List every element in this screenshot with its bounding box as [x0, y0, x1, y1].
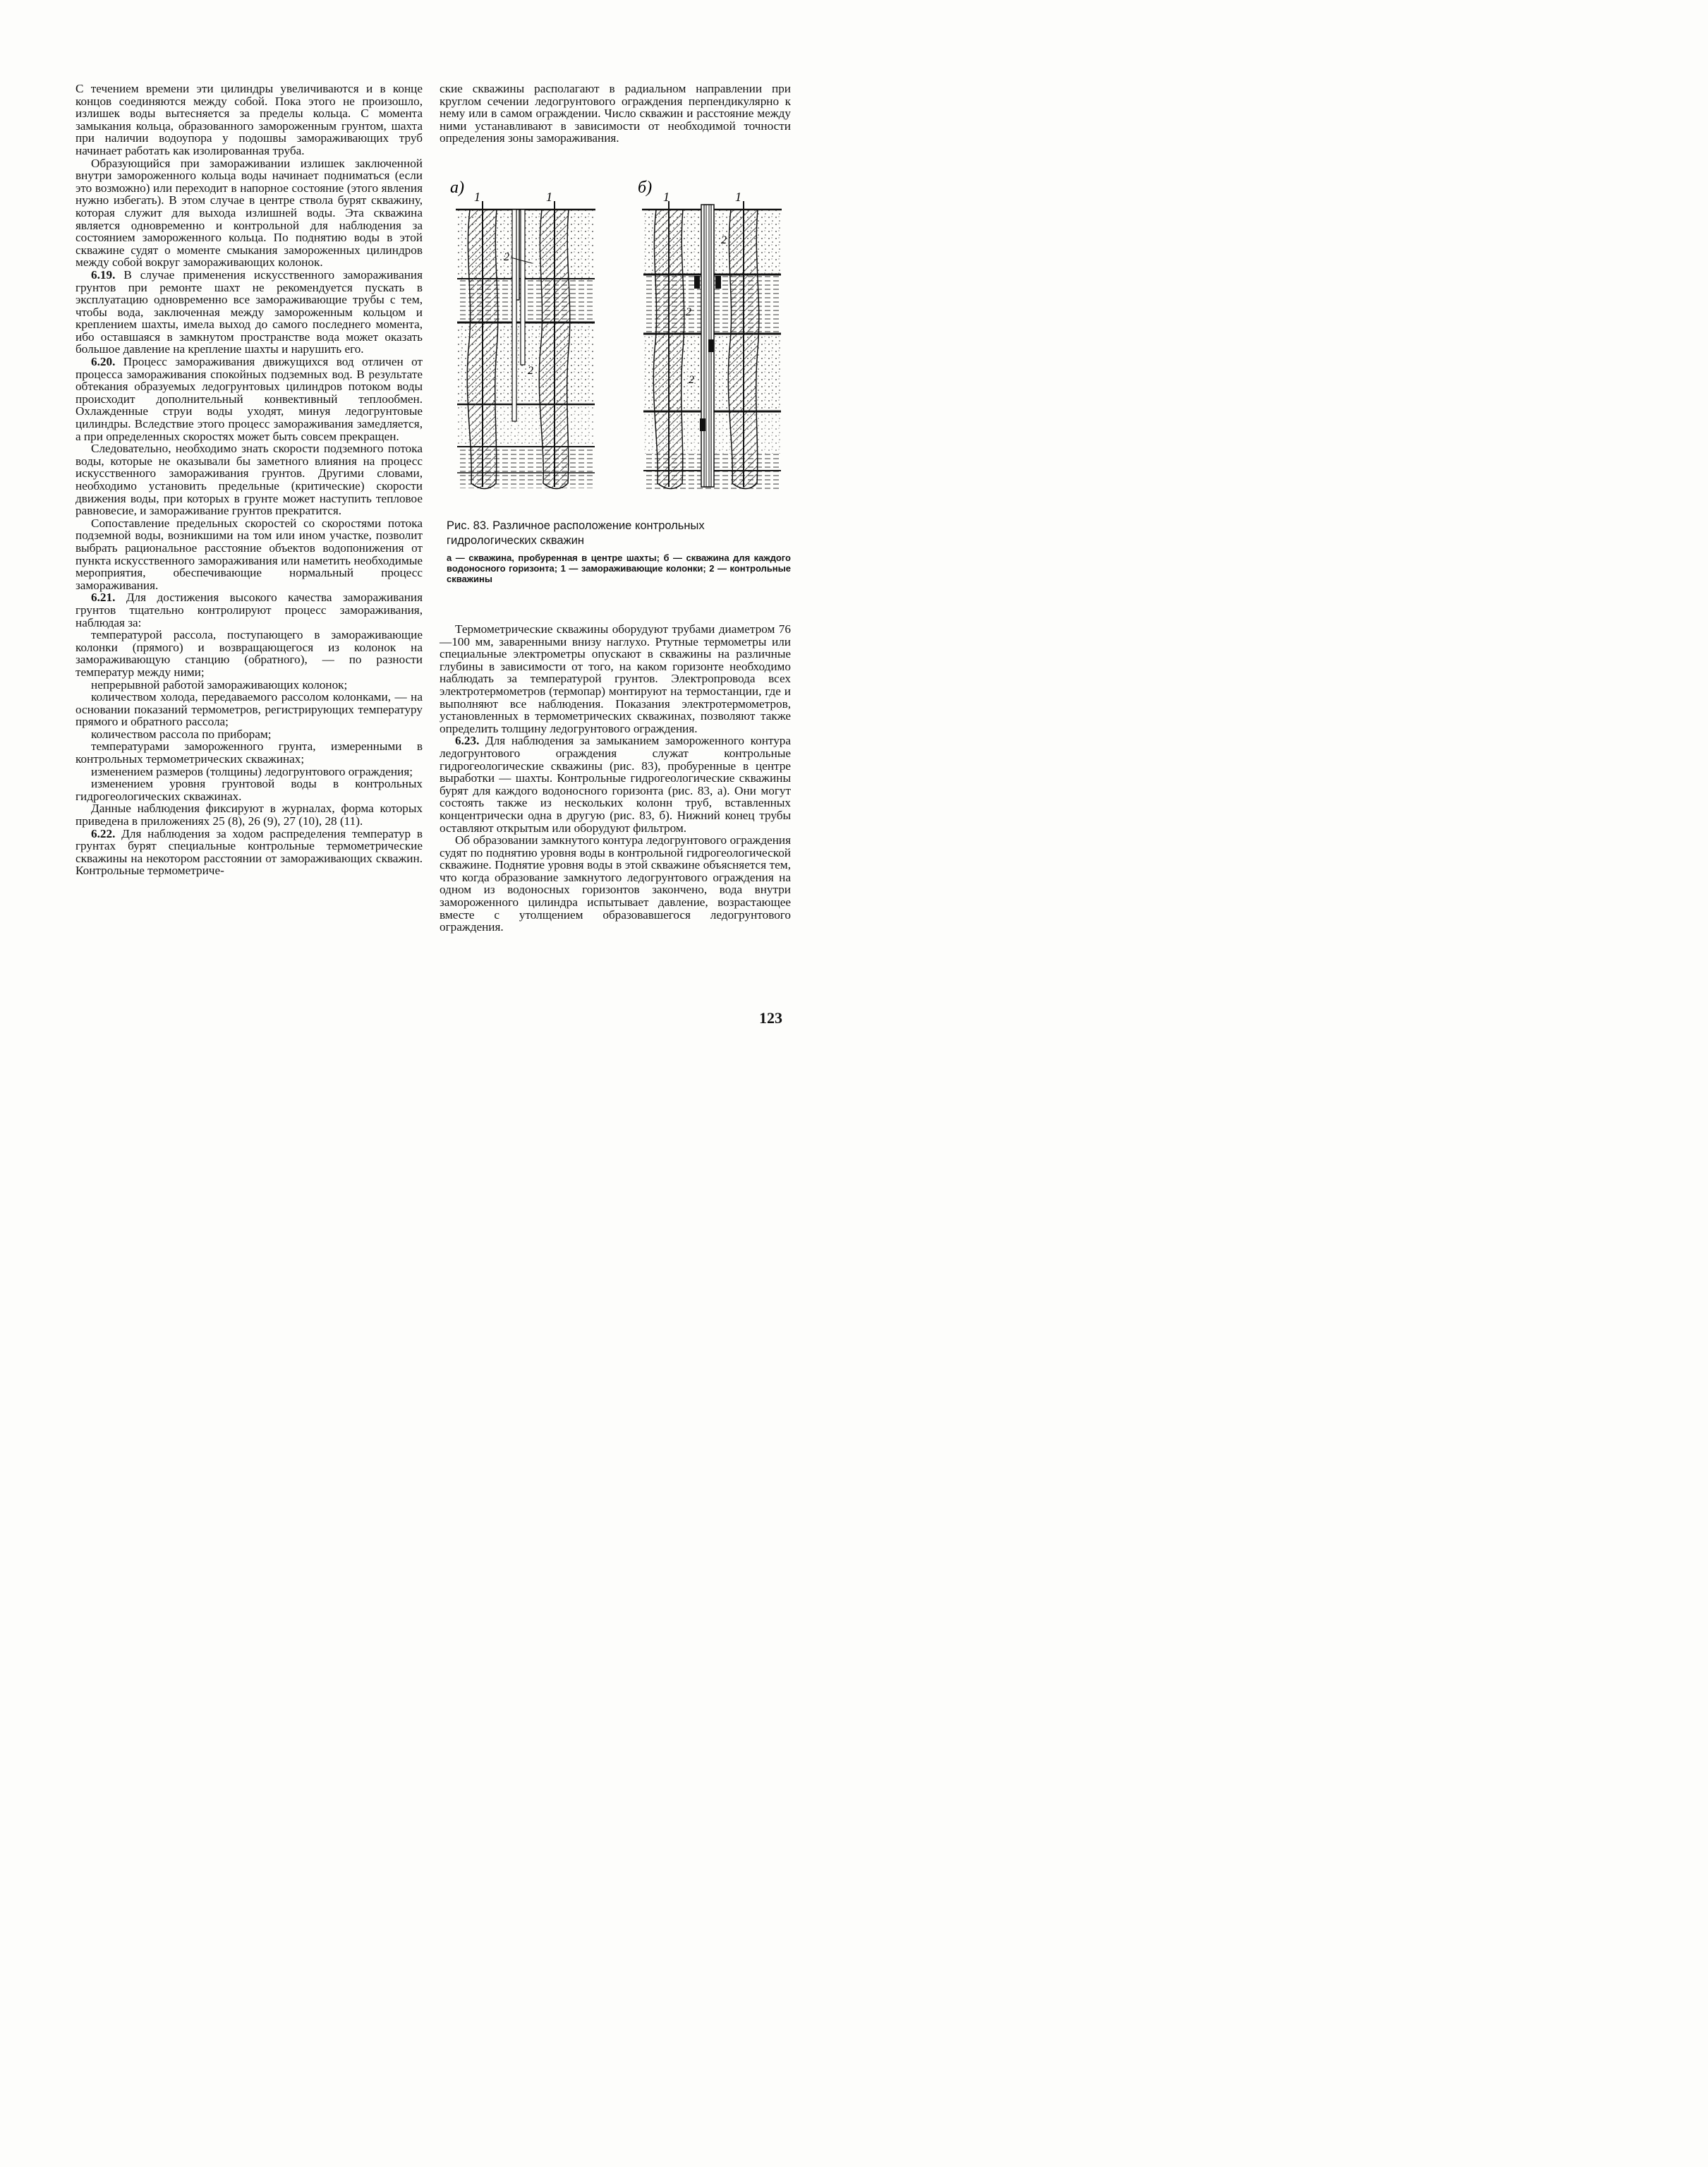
caption-title: Рис. 83. Различное расположение контрольных гидрологических скважин — [447, 519, 705, 547]
paragraph-text: Сопоставление предельных скоростей со скоростями потока подземной воды, возникшими на том или ином участке, позволит выбрать рациональное расстояние объектов водопонижения от пункта искусственного замораживания или наметить необходимые мероприятия, обеспечивающие нормальный процесс замораживания. — [75, 516, 423, 592]
paragraph — [440, 834, 791, 934]
panel-b — [638, 179, 782, 489]
paragraph — [75, 157, 423, 269]
paragraph-text: ские скважины располагают в радиальном направлении при круглом сечении ледогрунтового ограждения перпендикулярно к нему или в самом ограждении. Число скважин и расстояние между ними устанавливают в зависимости от необходимой точности определения зоны замораживания. — [440, 82, 791, 145]
paragraph — [440, 83, 791, 145]
paragraph-text: количеством холода, передаваемого рассолом колонками, — на основании показаний термометров, регистрирующих температуру прямого и обратного рассола; — [75, 690, 423, 729]
paragraph-text: непрерывной работой замораживающих колонок; — [91, 677, 348, 692]
paragraph-text: Данные наблюдения фиксируют в журналах, форма которых приведена в приложениях 25 (8), 26 (9), 27 (10), 28 (11). — [75, 802, 423, 828]
right-column-top — [440, 83, 791, 145]
paragraph — [75, 442, 423, 517]
panel-a — [450, 179, 595, 489]
paragraph-text: Для наблюдения за ходом распределения температур в грунтах бурят специальные контрольные термометрические скважины на некотором расстоянии от замораживающих скважин. Контрольные термометриче- — [75, 826, 423, 878]
packer — [708, 339, 714, 352]
label-1-right-b: 1 — [735, 190, 741, 204]
paragraph — [75, 679, 423, 692]
section-number: 6.19. — [91, 267, 116, 282]
label-2-b-1: 2 — [721, 234, 727, 246]
right-column-bottom — [440, 623, 791, 934]
paragraph-text: температурой рассола, поступающего в замораживающие колонки (прямого) и возвращающегося из колонок на замораживающую станцию (обратного), — по разности температур между ними; — [75, 628, 423, 679]
paragraph — [75, 517, 423, 592]
label-1-left-a: 1 — [474, 190, 480, 204]
paragraph-text: изменением размеров (толщины) ледогрунтового ограждения; — [91, 764, 413, 778]
paragraph-text: Об образовании замкнутого контура ледогрунтового ограждения судят по поднятию уровня воды в контрольной гидрогеологической скважине. Поднятие уровня воды в этой скважине объясняется тем, что когда образование замкнутого ледогрунтового ограждения на одном из водоносных горизонтов закончено, вода внутри замороженного цилиндра испытывает давление, возрастающее вместе с утолщением образовавшегося ледогрунтового ограждения. — [440, 833, 791, 934]
caption-legend: а — скважина, пробуренная в центре шахты; б — скважина для каждого водоносного горизонта; 1 — замораживающие колонки; 2 — контрольные скважины — [447, 553, 791, 584]
label-2-a: 2 — [504, 251, 509, 263]
paragraph-text: Термометрические скважины оборудуют трубами диаметром 76—100 мм, заваренными внизу наглухо. Ртутные термометры или специальные электрометры опускают в скважины на различные глубины в зависимости от того, на каком горизонте необходимо наблюдать за температурой грунтов. Электропровода всех электротермометров (термопар) монтируют на термостанции, где и выполняют все наблюдения. Показания электротермометров, установленных в термометрических скважинах, позволяют также определить толщину ледогрунтового ограждения. — [440, 622, 791, 735]
label-1-left-b: 1 — [663, 190, 670, 204]
paragraph-text: С течением времени эти цилиндры увеличиваются и в конце концов соединяются между собой. Пока этого не произошло, излишек воды вытесняется за пределы кольца. С момента замыкания кольца, образованного замороженным грунтом, шахта при наличии водоупора у подошвы замораживающих труб начинает работать как изолированная труба. — [75, 82, 423, 157]
paragraph — [440, 735, 791, 834]
figure-83 — [443, 173, 789, 497]
paragraph — [75, 728, 423, 741]
section-number: 6.22. — [91, 826, 116, 840]
left-column — [75, 83, 423, 877]
paragraph — [75, 269, 423, 356]
page-number: 123 — [759, 1009, 782, 1027]
paragraph-text: Процесс замораживания движущихся вод отличен от процесса замораживания спокойных подземных вод. В результате обтекания образуемых ледогрунтовых цилиндров потоком воды происходит дополнительный конвективный теплообмен. Охлажденные струи воды уходят, минуя ледогрунтовые цилиндры. Вследствие этого процесс замораживания замедляется, а при определенных скоростях может быть совсем прекращен. — [75, 355, 423, 443]
paragraph — [75, 766, 423, 778]
label-1-right-a: 1 — [546, 190, 552, 204]
paragraph — [75, 691, 423, 728]
paragraph-text: температурами замороженного грунта, измеренными в контрольных термометрических скважинах; — [75, 740, 423, 766]
panel-b-label: б) — [638, 179, 653, 197]
label-2-b-2: 2 — [686, 306, 691, 318]
paragraph-text: изменением уровня грунтовой воды в контрольных гидрогеологических скважинах. — [75, 777, 423, 803]
label-2-b-3: 2 — [689, 374, 694, 386]
paragraph — [440, 623, 791, 735]
panel-a-label: а) — [450, 179, 464, 197]
packer — [694, 276, 700, 289]
section-number: 6.23. — [455, 734, 480, 748]
packer — [715, 276, 721, 289]
section-number: 6.20. — [91, 355, 116, 369]
control-well — [521, 210, 525, 365]
paragraph-text: количеством рассола по приборам; — [91, 727, 272, 741]
packer — [700, 418, 705, 431]
paragraph — [75, 591, 423, 629]
paragraph-text: В случае применения искусственного замораживания грунтов при ремонте шахт не рекомендуется пускать в эксплуатацию одновременно все замораживающие трубы с тем, чтобы вода, заключенная между замороженным кольцом и креплением шахты, имела выход до самого последнего момента, ибо оставшаяся в замкнутом пространстве вода может оказать большое давление на крепление шахты и нарушить его. — [75, 267, 423, 356]
paragraph-text: Для достижения высокого качества замораживания грунтов тщательно контролируют процесс замораживания, наблюдая за: — [75, 591, 423, 629]
paragraph — [75, 629, 423, 678]
label-2-a-lower: 2 — [528, 365, 533, 377]
paragraph — [75, 802, 423, 827]
paragraph-text: Для наблюдения за замыканием замороженного контура ледогрунтового ограждения служат контрольные гидрогеологические скважины (рис. 83), пробуренные в центре выработки — шахты. Контрольные гидрогеологические скважины бурят для каждого водоносного горизонта (рис. 83, а). Они могут состоять также из нескольких колонн труб, вставленных концентрически одна в другую (рис. 83, б). Нижний конец трубы оставляют открытым или оборудуют фильтром. — [440, 734, 792, 835]
paragraph — [75, 778, 423, 802]
paragraph-text: Образующийся при замораживании излишек заключенной внутри замороженного кольца воды начинает подниматься (если это возможно) или переходит в напорное состояние (этого явления нужно избегать). В этом случае в центре ствола бурят скважину, которая служит для выхода излишней воды. Эта скважина является одновременно и контрольной для наблюдения за состоянием замороженного кольца. По поднятию воды в этой скважине судят о моменте смыкания замороженных цилиндров между собой вокруг замораживающих колонок. — [75, 156, 423, 270]
figure-caption — [447, 519, 791, 584]
paragraph — [75, 740, 423, 765]
paragraph — [75, 83, 423, 157]
paragraph — [75, 356, 423, 442]
control-well — [512, 210, 516, 421]
paragraph — [75, 828, 423, 877]
borehole-diagram — [443, 173, 789, 497]
paragraph-text: Следовательно, необходимо знать скорости подземного потока воды, которые не оказывали бы заметного влияния на процесс искусственного замораживания грунтов. Другими словами, необходимо установить предельные (критические) скорости движения воды, при которых в грунте может наступить тепловое равновесие, и замораживание грунтов прекратится. — [75, 442, 423, 518]
section-number: 6.21. — [91, 591, 116, 605]
